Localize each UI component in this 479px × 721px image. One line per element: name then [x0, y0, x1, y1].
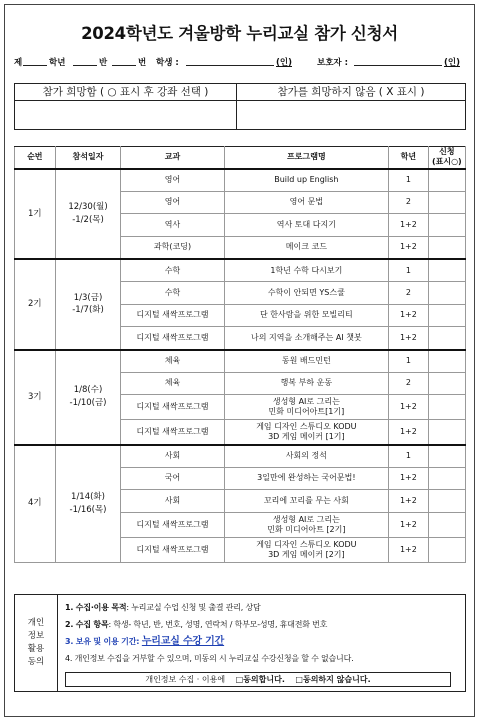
not-participate-header: 참가를 희망하지 않음 ( X 표시 ): [237, 84, 465, 101]
apply-cell[interactable]: [428, 395, 465, 420]
apply-header-line2: (표시○): [431, 157, 462, 167]
apply-header-line1: 신청: [439, 147, 455, 156]
grade-cell: 1+2: [389, 538, 429, 563]
grade-cell: 2: [389, 372, 429, 395]
consent-item-fields: [65, 616, 463, 633]
program-cell: 메이크 코드: [224, 237, 389, 260]
table-row: [15, 259, 466, 282]
grade-prefix: 제: [14, 58, 23, 68]
grade-label: 학년: [49, 58, 66, 68]
apply-cell[interactable]: [428, 259, 465, 282]
apply-cell[interactable]: [428, 372, 465, 395]
date-cell: [55, 259, 121, 349]
round-cell: 3기: [15, 350, 56, 445]
table-row: [15, 350, 466, 373]
subject-cell: 디지털 새싹프로그램: [121, 327, 224, 350]
date-start: 1/3(금): [73, 292, 103, 303]
consent-item-period-lead: 3. 보유 및 이용 기간:: [65, 637, 140, 646]
grade-cell: 2: [389, 191, 429, 214]
program-line1: 생성형 AI로 그리는: [272, 396, 340, 406]
student-seal: (인): [276, 58, 292, 68]
apply-cell[interactable]: [428, 538, 465, 563]
disagree-checkbox[interactable]: □동의하지 않습니다.: [295, 675, 371, 684]
not-participate-mark-cell[interactable]: [237, 101, 465, 129]
apply-cell[interactable]: [428, 327, 465, 350]
program-line2: 3D 게임 메이커 [2기]: [268, 550, 345, 559]
consent-agree-box: [65, 672, 451, 687]
col-round-header: 순번: [15, 147, 56, 169]
date-cell: [55, 445, 121, 563]
program-cell: Build up English: [224, 169, 389, 192]
consent-label-line4: 동의: [27, 657, 45, 668]
grade-cell: 1: [389, 350, 429, 373]
grade-cell: 1+2: [389, 420, 429, 445]
consent-label-line2: 정보: [27, 630, 45, 641]
grade-cell: 1: [389, 259, 429, 282]
grade-cell: 1+2: [389, 467, 429, 490]
subject-cell: 과학(코딩): [121, 237, 224, 260]
date-end: -1/16(목): [69, 504, 107, 515]
date-cell: [55, 169, 121, 259]
grade-cell: 1+2: [389, 490, 429, 513]
program-line2: 민화 미디어아트[1기]: [268, 407, 345, 417]
program-line2: 민화 미디어아트 [2기]: [267, 525, 346, 534]
class-blank[interactable]: [73, 56, 97, 66]
apply-cell[interactable]: [428, 237, 465, 260]
subject-cell: 디지털 새싹프로그램: [121, 395, 224, 420]
number-label: 번: [138, 58, 147, 68]
apply-cell[interactable]: [428, 513, 465, 538]
consent-item-period: [65, 633, 463, 650]
date-cell: [55, 350, 121, 445]
guardian-name-blank[interactable]: [354, 56, 442, 66]
round-cell: 2기: [15, 259, 56, 349]
grade-cell: 1+2: [389, 513, 429, 538]
consent-item-refusal: 4. 개인정보 수집을 거부할 수 있으며, 미동의 시 누리교실 수강신청을 할 수 없습니다.: [65, 654, 354, 663]
apply-cell[interactable]: [428, 467, 465, 490]
student-name-blank[interactable]: [186, 56, 274, 66]
student-label: 학생 :: [156, 58, 179, 68]
col-date-header: 참석일자: [55, 147, 121, 169]
program-line2: 3D 게임 메이커 [1기]: [268, 431, 345, 441]
program-cell: 꼬리에 꼬리를 무는 사회: [224, 490, 389, 513]
consent-agree-label: 개인정보 수집 · 이용에: [145, 675, 226, 684]
want-participate-mark-cell[interactable]: [15, 101, 236, 129]
program-cell: 영어 문법: [224, 191, 389, 214]
program-cell: [224, 538, 389, 563]
consent-item-fields-title: 2. 수집 항목: [65, 620, 109, 629]
subject-cell: 사회: [121, 445, 224, 468]
program-cell: 1학년 수학 다시보기: [224, 259, 389, 282]
table-row: [15, 169, 466, 192]
program-line1: 생성형 AI로 그리는: [272, 514, 340, 524]
program-line1: 게임 디자인 스튜디오 KODU: [256, 539, 357, 549]
program-cell: 나의 지역을 소개해주는 AI 챗봇: [224, 327, 389, 350]
table-header-row: [15, 147, 466, 169]
table-row: [15, 445, 466, 468]
apply-cell[interactable]: [428, 304, 465, 327]
consent-item-purpose-title: 1. 수집·이용 목적: [65, 603, 127, 612]
consent-label: [15, 595, 58, 691]
apply-cell[interactable]: [428, 350, 465, 373]
apply-cell[interactable]: [428, 420, 465, 445]
grade-cell: 1: [389, 445, 429, 468]
subject-cell: 영어: [121, 169, 224, 192]
form-title: 2024학년도 겨울방학 누리교실 참가 신청서: [81, 24, 398, 43]
consent-label-line3: 활용: [27, 644, 45, 654]
col-apply-header: [428, 147, 465, 169]
grade-cell: 2: [389, 282, 429, 305]
subject-cell: 디지털 새싹프로그램: [121, 538, 224, 563]
program-cell: 사회의 정석: [224, 445, 389, 468]
subject-cell: 영어: [121, 191, 224, 214]
program-cell: [224, 513, 389, 538]
guardian-seal: (인): [444, 58, 460, 68]
apply-cell[interactable]: [428, 445, 465, 468]
privacy-consent-box: [14, 594, 466, 692]
apply-cell[interactable]: [428, 214, 465, 237]
apply-cell[interactable]: [428, 191, 465, 214]
apply-cell[interactable]: [428, 282, 465, 305]
grade-cell: 1+2: [389, 237, 429, 260]
date-start: 1/14(화): [71, 492, 105, 503]
round-cell: 1기: [15, 169, 56, 259]
program-cell: 3일만에 완성하는 국어문법!: [224, 467, 389, 490]
date-start: 12/30(월): [68, 202, 108, 213]
consent-label-line1: 개인: [27, 617, 45, 628]
subject-cell: 디지털 새싹프로그램: [121, 513, 224, 538]
program-cell: [224, 395, 389, 420]
program-line1: 게임 디자인 스튜디오 KODU: [256, 421, 357, 431]
consent-items: [65, 599, 463, 667]
guardian-label: 보호자 :: [317, 58, 348, 68]
subject-cell: 체육: [121, 350, 224, 373]
subject-cell: 역사: [121, 214, 224, 237]
program-cell: 역사 토대 다지기: [224, 214, 389, 237]
student-info-line: [14, 56, 466, 70]
grade-cell: 1+2: [389, 214, 429, 237]
grade-cell: 1+2: [389, 304, 429, 327]
subject-cell: 국어: [121, 467, 224, 490]
date-end: -1/10(금): [69, 398, 107, 409]
consent-item-fields-text: : 학생- 학년, 반, 번호, 성명, 연락처 / 학부모-성명, 휴대전화 번호: [108, 620, 328, 629]
consent-item-purpose: [65, 599, 463, 616]
date-end: -1/7(화): [72, 305, 104, 316]
grade-cell: 1+2: [389, 327, 429, 350]
col-grade-header: 학년: [389, 147, 429, 169]
program-cell: 동원 배드민턴: [224, 350, 389, 373]
program-cell: [224, 420, 389, 445]
subject-cell: 사회: [121, 490, 224, 513]
apply-cell[interactable]: [428, 490, 465, 513]
col-program-header: 프로그램명: [224, 147, 389, 169]
want-participate-header: 참가 희망함 ( ○ 표시 후 강좌 선택 ): [15, 84, 236, 101]
program-cell: 단 한사람을 위한 모빌리티: [224, 304, 389, 327]
col-subject-header: 교과: [121, 147, 224, 169]
course-table: [14, 146, 466, 563]
consent-item-purpose-text: : 누리교실 수업 신청 및 출결 관리, 상담: [126, 603, 261, 612]
grade-cell: 1: [389, 169, 429, 192]
subject-cell: 수학: [121, 259, 224, 282]
subject-cell: 디지털 새싹프로그램: [121, 420, 224, 445]
grade-cell: 1+2: [389, 395, 429, 420]
apply-cell[interactable]: [428, 169, 465, 192]
subject-cell: 수학: [121, 282, 224, 305]
grade-blank[interactable]: [23, 56, 47, 66]
subject-cell: 디지털 새싹프로그램: [121, 304, 224, 327]
date-end: -1/2(목): [72, 214, 104, 225]
number-blank[interactable]: [112, 56, 136, 66]
consent-item-period-value: 누리교실 수강 기간: [141, 636, 225, 647]
program-cell: 행복 부하 운동: [224, 372, 389, 395]
program-cell: 수학이 안되면 YS스쿨: [224, 282, 389, 305]
round-cell: 4기: [15, 445, 56, 563]
class-label: 반: [99, 58, 108, 68]
subject-cell: 체육: [121, 372, 224, 395]
date-start: 1/8(수): [73, 385, 103, 396]
agree-checkbox[interactable]: □동의합니다.: [235, 675, 285, 684]
participation-choice-box: [14, 83, 466, 130]
